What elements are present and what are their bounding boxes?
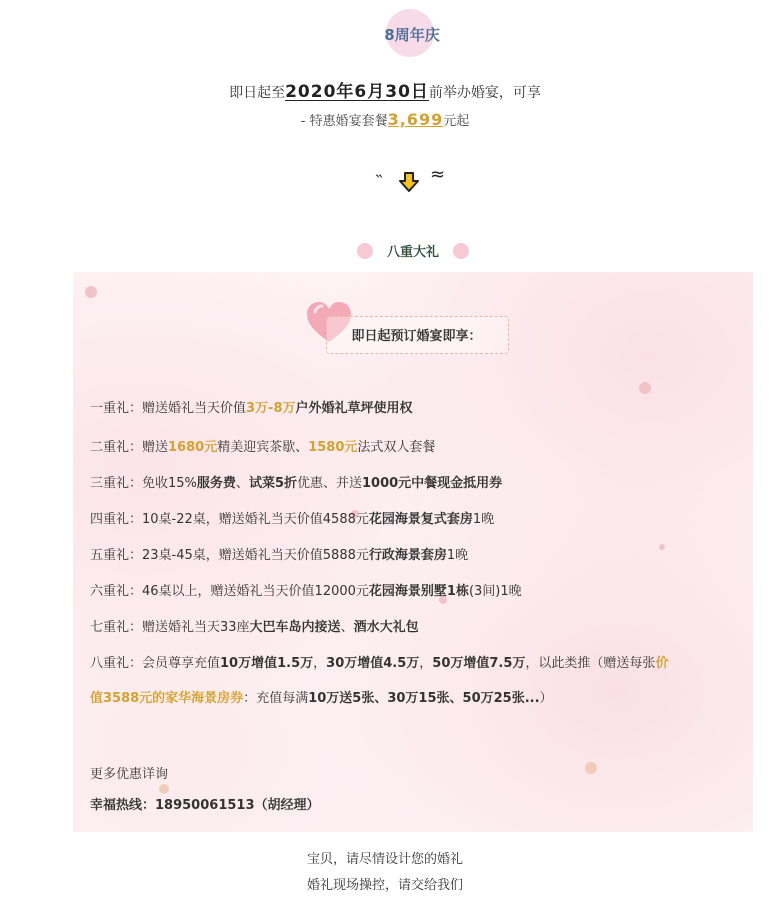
perk-2-mid: 精美迎宾茶歇、 (217, 440, 309, 455)
perk-1-label: 一重礼：赠送婚礼当天价值 (90, 401, 247, 416)
perk-3-bold-3: 1000元中餐现金抵用券 (362, 476, 503, 491)
more-info-label: 更多优惠详询 (90, 767, 169, 782)
perk-3-bold-2: 试菜5折 (248, 476, 297, 491)
perk-5-label: 五重礼：23桌-45桌，赠送婚礼当天价值5888元 (90, 548, 369, 563)
perk-8-gold-1: 价 (655, 656, 669, 671)
perk-7-bold-2: 酒水大礼包 (353, 620, 419, 635)
down-arrow-icon (398, 171, 420, 193)
perk-8-bold-1: 10万增值1.5万 (220, 656, 314, 671)
intro-line-1 (0, 77, 770, 102)
intro-line-2-prefix: - 特惠婚宴套餐 (300, 114, 388, 129)
perk-5-bold: 行政海景套房 (368, 548, 447, 563)
package-price: 3,699 (387, 110, 444, 129)
perk-7-mid: 、 (340, 620, 354, 635)
perk-1-gold: 3万-8万 (246, 401, 296, 416)
perk-8-bold-2: 30万增值4.5万 (326, 656, 420, 671)
perk-6 (90, 582, 740, 602)
perk-6-label: 六重礼：46桌以上，赠送婚礼当天价值12000元 (90, 584, 369, 599)
intro-line-2 (0, 110, 770, 129)
perk-8-line-2 (90, 689, 740, 709)
perk-2-label: 二重礼：赠送 (90, 440, 169, 455)
perk-5 (90, 546, 740, 566)
perk-2-gold-1: 1680元 (168, 440, 218, 455)
perk-8-sep-3: ，以此类推（赠送每张 (525, 656, 656, 671)
perk-2 (90, 438, 740, 458)
perk-8-bold-4: 10万送5张、30万15张、50万25张... (308, 691, 540, 706)
closing-line-1: 宝贝，请尽情设计您的婚礼 (306, 852, 463, 867)
perk-3-bold-1: 服务费 (196, 476, 236, 491)
perk-1 (90, 399, 740, 419)
arrow-decoration (376, 164, 456, 196)
perk-8-sep-5: ） (539, 691, 553, 706)
perk-2-tail: 法式双人套餐 (357, 440, 436, 455)
perk-8-sep-1: ， (313, 656, 327, 671)
section-title-wrap (357, 240, 469, 262)
tick-mark-right: ≈ (430, 164, 446, 185)
perk-6-bold: 花园海景别墅1栋 (368, 584, 469, 599)
perk-2-gold-2: 1580元 (308, 440, 358, 455)
perk-8-gold-2: 值3588元的家华海景房券 (90, 691, 244, 706)
hotline[interactable]: 幸福热线：18950061513（胡经理） (90, 798, 320, 813)
perk-4 (90, 510, 740, 530)
booking-label: 即日起预订婚宴即享： (351, 329, 482, 344)
petal-decoration (585, 762, 597, 774)
closing-line-2: 婚礼现场操控，请交给我们 (306, 878, 463, 893)
intro-line-1-prefix: 即日起至 (229, 85, 286, 101)
perk-4-label: 四重礼：10桌-22桌，赠送婚礼当天价值4588元 (90, 512, 369, 527)
perk-8-line-1 (90, 654, 740, 674)
section-title: 八重大礼 (386, 245, 439, 260)
intro-line-2-suffix: 元起 (443, 114, 470, 129)
perk-6-tail: (3间)1晚 (468, 584, 522, 599)
perk-4-tail: 1晚 (472, 512, 495, 527)
perk-5-tail: 1晚 (446, 548, 469, 563)
tick-mark-left: ˵ (376, 164, 382, 185)
petal-decoration (85, 286, 97, 298)
perk-7 (90, 618, 740, 638)
perk-3-mid-1: 、 (235, 476, 249, 491)
perk-3-label: 三重礼：免收15% (90, 476, 197, 491)
petal-decoration (639, 382, 651, 394)
perk-4-bold: 花园海景复式套房 (368, 512, 473, 527)
perk-3 (90, 474, 740, 494)
perk-8-sep-2: ， (419, 656, 433, 671)
anniversary-title: 8周年庆 (384, 26, 440, 44)
perk-8-bold-3: 50万增值7.5万 (432, 656, 526, 671)
promo-deadline: 2020年6月30日 (285, 82, 429, 102)
perk-3-mid-2: 优惠、并送 (296, 476, 362, 491)
petal-decoration (159, 784, 169, 794)
intro-line-1-suffix: 前举办婚宴，可享 (428, 85, 541, 101)
perk-8-label: 八重礼：会员尊享充值 (90, 656, 221, 671)
perk-1-bold: 户外婚礼草坪使用权 (295, 401, 413, 416)
perk-7-label: 七重礼：赠送婚礼当天33座 (90, 620, 250, 635)
perk-8-sep-4: ：充值每满 (243, 691, 309, 706)
perk-7-bold-1: 大巴车岛内接送 (249, 620, 341, 635)
